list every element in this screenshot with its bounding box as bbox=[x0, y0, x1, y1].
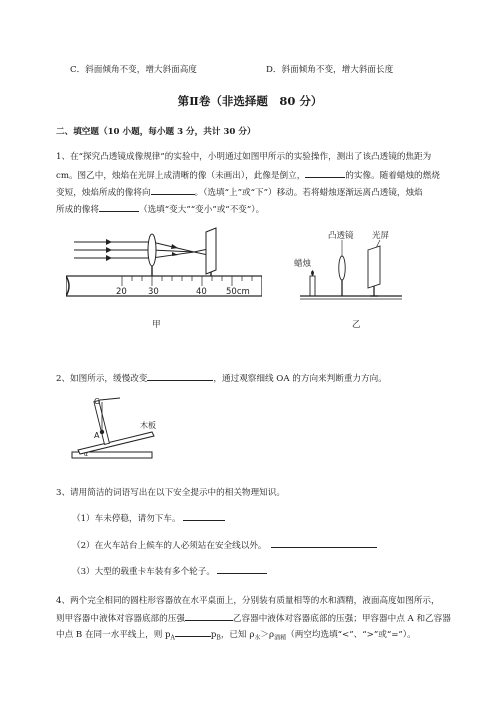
figure-yi-setup bbox=[294, 226, 414, 302]
q3-blank-2[interactable] bbox=[271, 538, 377, 548]
q4-blank-1[interactable] bbox=[185, 611, 233, 621]
q4-line3-c: ，已知 ρ bbox=[220, 630, 255, 640]
ruler-tick-40: 40 bbox=[196, 287, 207, 297]
q1-line2-b: 的实像。随着蜡烛的燃烧 bbox=[345, 171, 440, 181]
section-title: 第Ⅱ卷（非选择题 80 分） bbox=[177, 94, 323, 108]
q4-blank-2[interactable] bbox=[175, 627, 211, 637]
option-c: C．斜面倾角不变，增大斜面高度 bbox=[70, 65, 197, 75]
q3-intro: 3、请用简洁的词语写出在以下安全提示中的相关物理知识。 bbox=[56, 488, 285, 498]
q4-line3 bbox=[56, 627, 416, 645]
figure-jia-focal-length bbox=[66, 226, 262, 308]
q3-item-3 bbox=[72, 564, 267, 578]
q2-line-a: 2、如图所示，缓慢改变 bbox=[56, 374, 148, 384]
q4-line2-a: 则甲容器中液体对容器底部的压强 bbox=[56, 614, 185, 624]
q3-blank-3[interactable] bbox=[217, 564, 267, 574]
label-screen: 光屏 bbox=[372, 231, 390, 241]
q1-line1: 1、在“探究凸透镜成像规律”的实验中，小明通过如图甲所示的实验操作，测出了该凸透镜的焦距为 bbox=[56, 152, 432, 162]
q1-line3 bbox=[56, 185, 423, 199]
q3-item-1-text: （1）车未停稳，请勿下车。 bbox=[72, 514, 181, 524]
label-board: 木板 bbox=[140, 421, 156, 430]
ruler-tick-50: 50cm bbox=[226, 287, 250, 297]
label-a: A bbox=[94, 431, 100, 440]
q4-line2 bbox=[56, 611, 451, 625]
q4-line3-e: （两空均选填“<”、“>”或“=”）。 bbox=[286, 630, 416, 640]
q4-line3-a: 中点 B 在同一水平线上，则 p bbox=[56, 630, 171, 640]
label-candle: 蜡烛 bbox=[294, 259, 312, 269]
q1-line2-a: cm。图乙中，烛焰在光屏上成清晰的像（未画出），此像是倒立， bbox=[56, 171, 306, 181]
q3-item-2 bbox=[72, 538, 377, 552]
q1-line3-a: 变短，烛焰所成的像将向 bbox=[56, 188, 151, 198]
sub-a: A bbox=[170, 634, 175, 642]
q4-line2-b: 乙容器中液体对容器底部的压强；甲容器中点 A 和乙容器 bbox=[232, 614, 451, 624]
option-d: D．斜面倾角不变，增大斜面长度 bbox=[266, 65, 394, 75]
q3-item-1 bbox=[72, 511, 225, 525]
label-alpha: α bbox=[84, 451, 88, 458]
figure-yi-caption: 乙 bbox=[352, 320, 361, 330]
figure-jia-caption: 甲 bbox=[152, 320, 161, 330]
q2-line bbox=[56, 371, 387, 385]
q4-line3-b: p bbox=[210, 630, 217, 640]
q1-blank-size[interactable] bbox=[99, 202, 139, 212]
q3-blank-1[interactable] bbox=[183, 511, 225, 521]
q1-line2 bbox=[56, 168, 440, 182]
q1-line3-b: 。（选填“上”或“下”）移动。若将蜡烛逐渐远离凸透镜，烛焰 bbox=[194, 188, 423, 198]
q3-item-3-text: （3）大型的载重卡车装有多个轮子。 bbox=[72, 567, 215, 577]
q4-line1: 4、两个完全相同的圆柱形容器放在水平桌面上，分别装有质量相等的水和酒精，液面高度如图所示， bbox=[56, 596, 440, 606]
sub-water: 水 bbox=[254, 634, 261, 642]
q1-line4-b: （选填“变大”“变小”或“不变”）。 bbox=[138, 205, 265, 215]
q4-line3-d: ＞ρ bbox=[260, 630, 275, 640]
q1-line4 bbox=[56, 202, 264, 216]
label-o: O bbox=[94, 397, 101, 406]
q1-blank-image-type[interactable] bbox=[305, 168, 345, 178]
q1-line4-a: 所成的像将 bbox=[56, 205, 99, 215]
ruler-tick-30: 30 bbox=[148, 287, 159, 297]
q3-item-2-text: （2）在火车站台上候车的人必须站在安全线以外。 bbox=[72, 541, 267, 551]
q2-blank[interactable] bbox=[147, 371, 213, 381]
figure-q2-plumb-line bbox=[68, 392, 168, 464]
ruler-tick-20: 20 bbox=[116, 287, 127, 297]
label-lens: 凸透镜 bbox=[328, 231, 354, 241]
sub-b: B bbox=[216, 634, 221, 642]
part2-heading: 二、填空题（10 小题，每小题 3 分，共计 30 分） bbox=[56, 127, 256, 137]
sub-alcohol: 酒精 bbox=[274, 634, 287, 642]
q1-blank-direction[interactable] bbox=[151, 185, 195, 195]
q2-line-b: ，通过观察细线 OA 的方向来判断重力方向。 bbox=[213, 374, 387, 384]
